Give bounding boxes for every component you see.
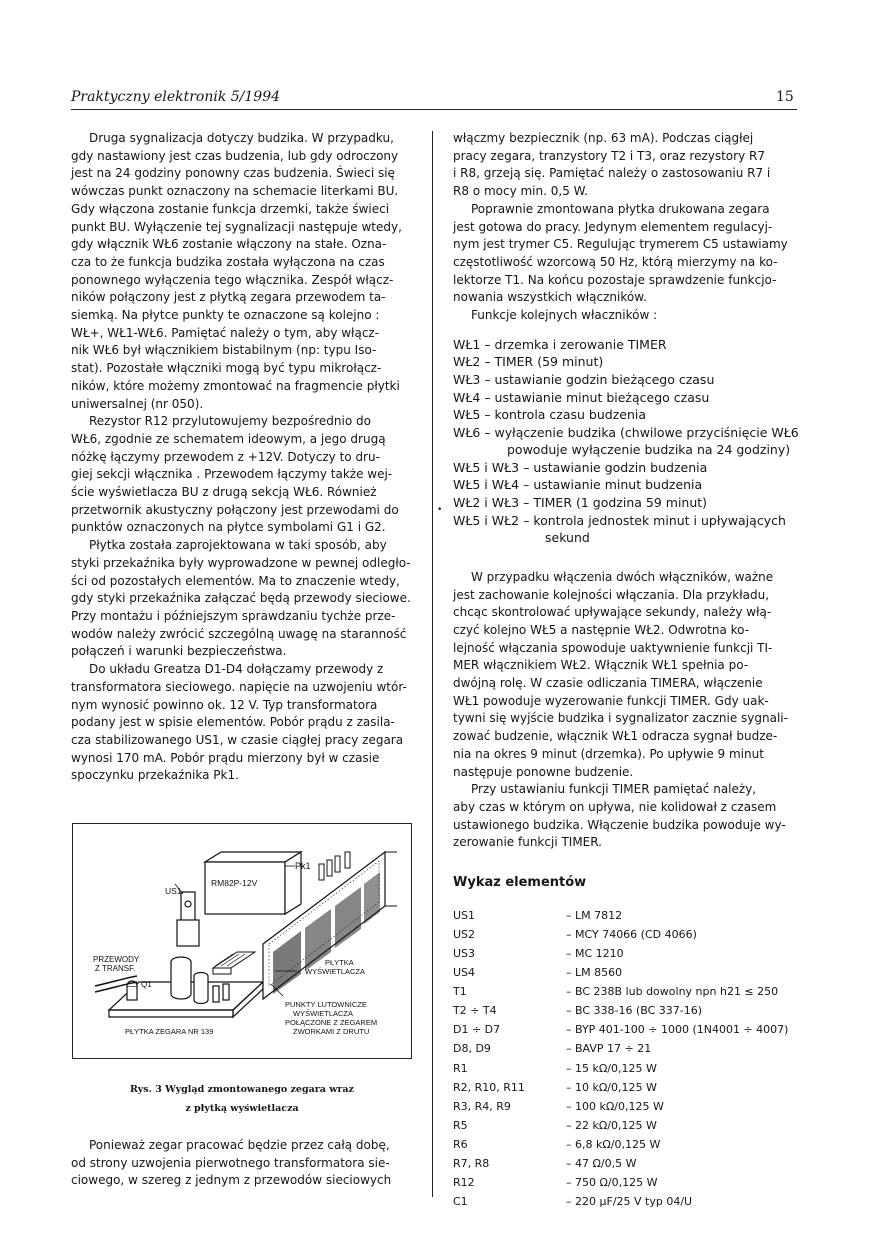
function-key: WŁ1	[453, 336, 481, 352]
part-ref: R7, R8	[453, 1156, 490, 1170]
list-item	[453, 1020, 797, 1039]
list-item: WŁ2 i WŁ3 – TIMER (1 godzina 59 minut)	[453, 495, 708, 511]
part-value: – 47 Ω/0,5 W	[566, 1156, 637, 1170]
part-value: – 220 µF/25 V typ 04/U	[566, 1194, 693, 1208]
list-item	[453, 906, 797, 925]
label-us1: US1	[165, 886, 182, 896]
function-desc: drzemka i zerowanie TIMER	[494, 336, 667, 352]
function-desc: kontrola jednostek minut i upływających	[533, 512, 786, 528]
list-item	[453, 963, 797, 982]
label-wires: Z TRANSF.	[95, 964, 136, 973]
header-title: Praktyczny elektronik 5/1994	[71, 89, 281, 105]
part-ref: R2, R10, R11	[453, 1080, 525, 1094]
label-pk1: Pk1	[295, 861, 311, 871]
list-item	[453, 1001, 797, 1020]
paragraph: Płytka została zaprojektowana w taki sposób, aby styki przekaźnika były wyprowadzone w pewnej odległo- ści od pozostałych elementów. Ma to znaczenie wtedy, gdy styki przekaźnika załączać będą przewody sieciowe. Przy montażu i późniejszym sprawdzaniu tychże prze- wodów należy zwrócić szczególną uwagę na staranność połączeń i warunki bezpieczeństwa.	[71, 538, 411, 659]
part-value: – LM 7812	[566, 909, 623, 923]
label-board: PŁYTKA ZEGARA NR 139	[125, 1027, 214, 1036]
part-ref: R12	[453, 1175, 475, 1189]
list-item	[453, 944, 797, 963]
list-item	[453, 1135, 797, 1154]
part-ref: US1	[453, 909, 476, 923]
function-desc: TIMER (1 godzina 59 minut)	[533, 495, 708, 511]
list-item	[453, 925, 797, 944]
part-ref: D8, D9	[453, 1042, 491, 1056]
resistors	[319, 852, 350, 880]
function-key: WŁ5 i WŁ3	[453, 459, 520, 475]
function-desc: ustawianie minut budzenia	[533, 477, 703, 493]
functions-list	[453, 336, 797, 547]
list-item	[453, 1039, 797, 1058]
figure-drawing	[73, 824, 411, 1058]
function-desc: ustawianie minut bieżącego czasu	[494, 389, 710, 405]
part-value: – BC 338-16 (BC 337-16)	[566, 1004, 703, 1018]
list-item: WŁ5 – kontrola czasu budzenia	[453, 407, 647, 423]
part-value: – BC 238B lub dowolny npn h21 ≤ 250	[566, 985, 779, 999]
label-display: WYŚWIETLACZA	[305, 967, 366, 976]
left-column-bottom	[71, 1137, 411, 1190]
part-ref: US4	[453, 966, 476, 980]
part-ref: C1	[453, 1194, 468, 1208]
list-item	[453, 982, 797, 1001]
caption-line: z płytką wyświetlacza	[185, 1103, 299, 1114]
part-ref: US3	[453, 947, 476, 961]
label-wires: PRZEWODY	[93, 955, 140, 964]
list-item	[453, 1192, 797, 1211]
part-value: – LM 8560	[566, 966, 623, 980]
label-relay: RM82P-12V	[211, 878, 258, 888]
list-item	[453, 1154, 797, 1173]
left-column	[71, 130, 411, 785]
ic-chip	[213, 952, 255, 974]
part-ref: R1	[453, 1061, 468, 1075]
function-desc: TIMER (59 minut)	[494, 354, 604, 370]
list-item: WŁ3 – ustawianie godzin bieżącego czasu	[453, 371, 715, 387]
label-points: POŁĄCZONE Z ZEGAREM	[285, 1018, 378, 1027]
function-desc-cont: sekund	[545, 530, 590, 546]
list-item: WŁ4 – ustawianie minut bieżącego czasu	[453, 389, 710, 405]
part-value: – 750 Ω/0,125 W	[566, 1175, 658, 1189]
part-value: – 22 kΩ/0,125 W	[566, 1118, 657, 1132]
list-item: WŁ2 – TIMER (59 minut)	[453, 354, 604, 370]
function-key: WŁ2	[453, 354, 481, 370]
list-item	[453, 1116, 797, 1135]
part-value: – MCY 74066 (CD 4066)	[566, 928, 697, 942]
part-value: – BAVP 17 ÷ 21	[566, 1042, 652, 1056]
paragraph: Druga sygnalizacja dotyczy budzika. W przypadku, gdy nastawiony jest czas budzenia, lub gdy odroczony jest na 24 godziny ponowny czas budzenia. Świeci się wówczas punkt oznaczony na schemacie literkami BU. Gdy włączona zostanie funkcja drzemki, także świeci punkt BU. Wyłączenie tej sygnalizacji następuje wtedy, gdy włącznik WŁ6 zostanie włączony na stałe. Ozna- cza to że funkcja budzika została wyłączona na czas ponownego wyłączenia tego włącznika. Zespół włącz- ników połączony jest z płytką zegara przewodem ta- siemką. Na płytce punkty te oznaczone są kolejno : WŁ+, WŁ1-WŁ6. Pamiętać należy o tym, aby włącz- nik WŁ6 był włącznikiem bistabilnym (np: typu Iso- stat). Pozostałe włączniki mogą być typu mikrołącz- ników, które możemy zmontować na fragmencie płytki uniwersalnej (nr 050).	[71, 131, 402, 411]
caption-line: Rys. 3 Wygląd zmontowanego zegara wraz	[130, 1084, 354, 1095]
header-rule	[71, 109, 797, 110]
part-value: – BYP 401-100 ÷ 1000 (1N4001 ÷ 4007)	[566, 1023, 789, 1037]
list-item	[453, 1078, 797, 1097]
paragraph: Do układu Greatza D1-D4 dołączamy przewody z transformatora sieciowego. napięcie na uzwojeniu wtór- nym wynosić powinno ok. 12 V. Typ transformatora podany jest w spisie elementów. Pobór prądu z zasila- cza stabilizowanego US1, w czasie ciągłej pracy zegara wynosi 170 mA. Pobór prądu mierzony był w czasie spoczynku przekaźnika Pk1.	[71, 662, 407, 783]
label-display: PŁYTKA	[325, 958, 354, 967]
function-key: WŁ5	[453, 407, 481, 423]
paragraph: Poprawnie zmontowana płytka drukowana zegara jest gotowa do pracy. Jedynym elementem regulacyj- nym jest trymer C5. Regulując trymerem C5 ustawiamy częstotliwość wzorcową 50 Hz, którą mierzymy na ko- lektorze T1. Na końcu pozostaje sprawdzenie funkcjo- nowania wszystkich włączników.	[453, 201, 788, 305]
list-item: WŁ1 – drzemka i zerowanie TIMER	[453, 336, 667, 352]
part-value: – 10 kΩ/0,125 W	[566, 1080, 657, 1094]
list-item	[453, 1173, 797, 1192]
label-points: PUNKTY LUTOWNICZE	[285, 1000, 367, 1009]
function-key: WŁ4	[453, 389, 481, 405]
list-item: WŁ6 – wyłączenie budzika (chwilowe przyciśnięcie WŁ6	[453, 424, 799, 440]
part-ref: T1	[453, 985, 467, 999]
parts-heading: Wykaz elementów	[453, 875, 587, 891]
function-key: WŁ5 i WŁ4	[453, 477, 520, 493]
figure-caption	[72, 1080, 412, 1118]
list-item: WŁ5 i WŁ4 – ustawianie minut budzenia	[453, 477, 703, 493]
paragraph: W przypadku włączenia dwóch włączników, ważne jest zachowanie kolejności włączania. Dla przykładu, chcąc skontrolować upływające sekundy, należy włą- czyć kolejno WŁ5 a następnie WŁ2. Odwrotna ko- lejność włączania spowoduje uaktywnienie funkcji TI- MER włącznikiem WŁ2. Włącznik WŁ1 spełnia po- dwójną rolę. W czasie odliczania TIMERA, włączenie WŁ1 powoduje wyzerowanie funkcji TIMER. Gdy uak- tywni się wyjście budzika i sygnalizator zacznie sygnali- zować budzenie, włącznik WŁ1 odracza sygnał budze- nia na okres 9 minut (drzemka). Po upływie 9 minut następuje ponowne budzenie.	[453, 569, 788, 779]
function-desc: wyłączenie budzika (chwilowe przyciśnięcie WŁ6	[494, 424, 799, 440]
function-desc-cont: powoduje wyłączenie budzika na 24 godziny)	[507, 442, 791, 458]
function-key: WŁ3	[453, 371, 481, 387]
column-divider	[432, 131, 433, 1197]
function-key: WŁ2 i WŁ3	[453, 495, 520, 511]
paragraph: Przy ustawianiu funkcji TIMER pamiętać należy, aby czas w którym on upływa, nie kolidował z czasem ustawionego budzika. Włączenie budzika powoduje wy- zerowanie funkcji TIMER.	[453, 782, 786, 850]
label-q1: Q1	[141, 980, 152, 989]
function-desc: ustawianie godzin budzenia	[533, 459, 708, 475]
part-value: – MC 1210	[566, 947, 624, 961]
label-points: ZWORKAMI Z DRUTU	[293, 1027, 370, 1036]
function-desc: kontrola czasu budzenia	[494, 407, 647, 423]
parts-list	[453, 906, 797, 1211]
function-key: WŁ6	[453, 424, 481, 440]
page-number: 15	[776, 89, 794, 105]
part-ref: T2 ÷ T4	[453, 1004, 497, 1018]
part-value: – 100 kΩ/0,125 W	[566, 1099, 664, 1113]
part-ref: US2	[453, 928, 476, 942]
paragraph: Rezystor R12 przylutowujemy bezpośrednio do WŁ6, zgodnie ze schematem ideowym, a jego drugą nóżkę łączymy przewodem z +12V. Dotyczy to dru- giej sekcji włącznika . Przewodem łączymy także wej- ście wyświetlacza BU z drugą sekcją WŁ6. Również przetwornik akustyczny połączony jest przewodami do punktów oznaczonych na płytce symbolami G1 i G2.	[71, 414, 399, 535]
part-ref: R3, R4, R9	[453, 1099, 511, 1113]
functions-intro: Funkcje kolejnych właczników :	[471, 308, 658, 323]
function-key: WŁ5 i WŁ2	[453, 512, 520, 528]
list-item: WŁ5 i WŁ2 – kontrola jednostek minut i upływających	[453, 512, 786, 528]
right-column	[453, 130, 797, 1211]
paragraph: włączmy bezpiecznik (np. 63 mA). Podczas ciągłej pracy zegara, tranzystory T2 i T3, oraz rezystory R7 i R8, grzeją się. Pamiętać należy o zastosowaniu R7 i R8 o mocy min. 0,5 W.	[453, 131, 771, 199]
part-ref: R5	[453, 1118, 468, 1132]
regulator-us1	[177, 892, 199, 946]
list-item	[453, 1097, 797, 1116]
list-item	[453, 1058, 797, 1077]
figure-assembled-clock	[72, 823, 412, 1059]
part-ref: R6	[453, 1137, 468, 1151]
function-desc: ustawianie godzin bieżącego czasu	[494, 371, 715, 387]
part-ref: D1 ÷ D7	[453, 1023, 501, 1037]
margin-mark: •	[437, 505, 443, 515]
paragraph: Ponieważ zegar pracować będzie przez całą dobę, od strony uzwojenia pierwotnego transformatora sie- ciowego, w szereg z jednym z przewodów sieciowych	[71, 1138, 392, 1188]
list-item: WŁ5 i WŁ3 – ustawianie godzin budzenia	[453, 459, 708, 475]
label-points: WYŚWIETLACZA	[293, 1009, 354, 1018]
part-value: – 6,8 kΩ/0,125 W	[566, 1137, 661, 1151]
part-value: – 15 kΩ/0,125 W	[566, 1061, 657, 1075]
